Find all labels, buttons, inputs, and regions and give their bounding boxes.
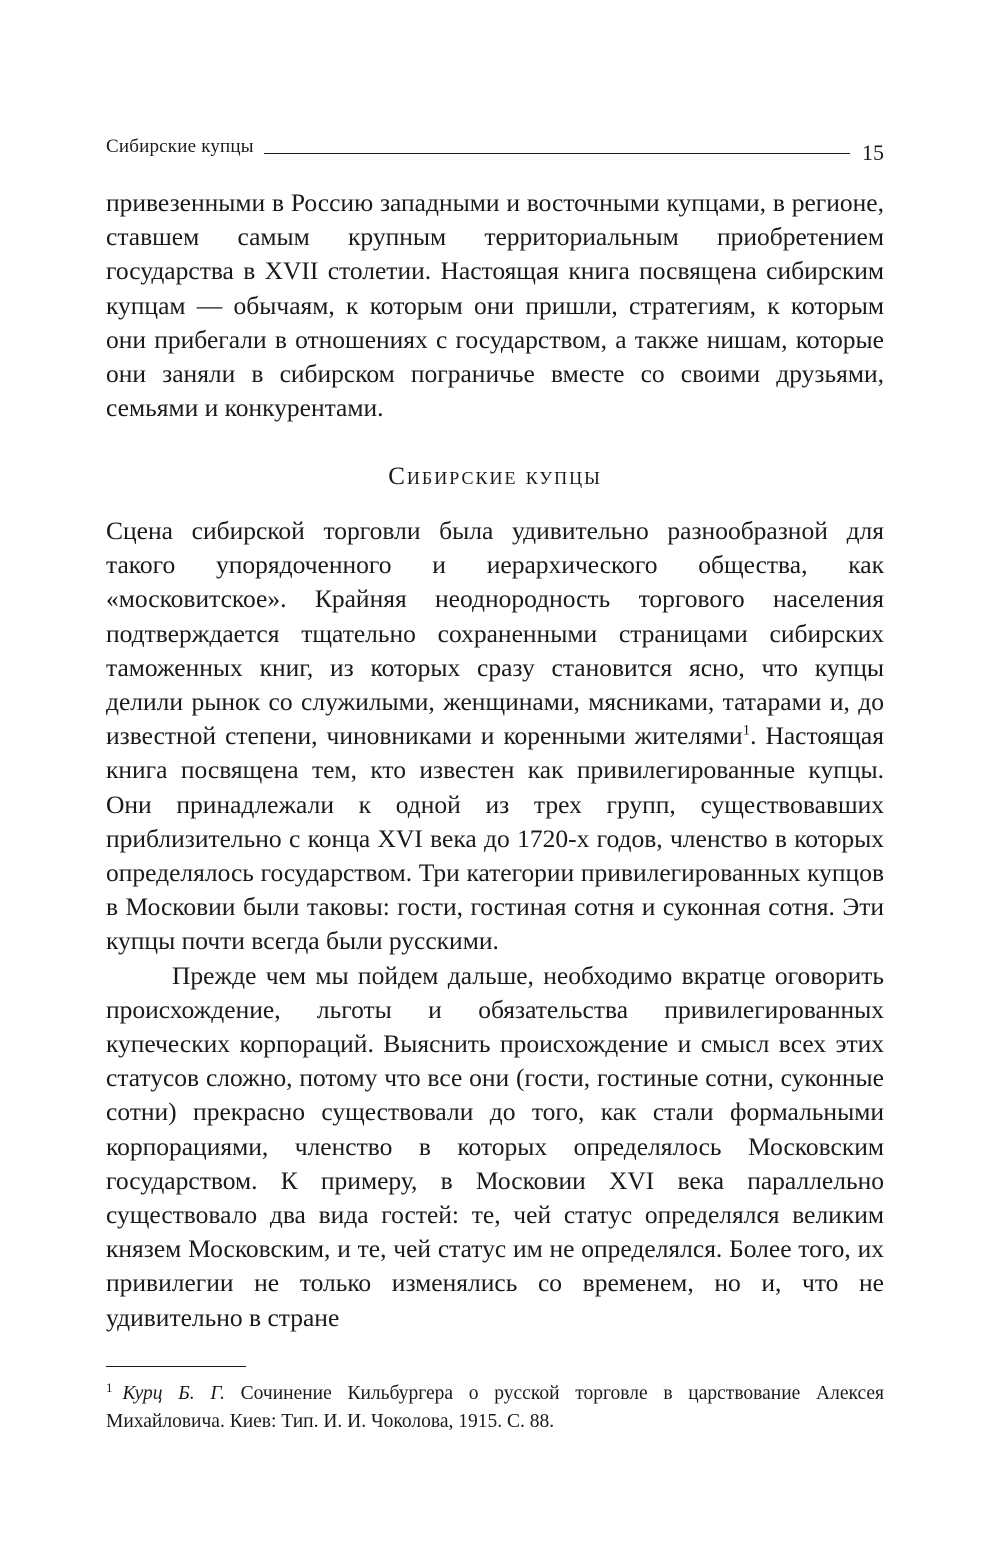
footnote-reference[interactable]: 1: [742, 722, 751, 739]
book-page: [106, 0, 884, 1542]
footnote-author: Курц Б. Г.: [122, 1383, 225, 1404]
footnote: [106, 1380, 884, 1436]
section-heading: Сибирские купцы: [388, 463, 602, 490]
footnote-rule: [106, 1366, 246, 1367]
section-paragraph-1: [106, 514, 884, 959]
footnote-text: Сочинение Кильбургера о русской торговле в царствование Алексея Михайловича. Киев: Тип. И. И. Чоколова, 1915. С. 88.: [106, 1383, 884, 1432]
running-header: [106, 118, 884, 165]
continued-paragraph-block: [106, 186, 884, 425]
section-body: [106, 514, 884, 1335]
header-rule: [264, 153, 850, 154]
footnote-number: 1: [106, 1379, 113, 1395]
page-number: 15: [862, 140, 884, 165]
paragraph-1-text-after-note: . Настоящая книга посвящена тем, кто известен как привилегированные купцы. Они принадлежали к одной из трех групп, существовавших приблизительно с конца XVI века до 1720-х годов, членство в которых определялось государством. Три категории привилегированных купцов в Московии были таковы: гости, гостиная сотня и суконная сотня. Эти купцы почти всегда были русскими.: [106, 721, 884, 956]
paragraph-1-text-before-note: Сцена сибирской торговли была удивительно разнообразной для такого упорядоченного и иерархического общества, как «московитское». Крайняя неоднородность торгового населения подтверждается тщательно сохраненными страницами сибирских таможенных книг, из которых сразу становится ясно, что купцы делили рынок со служилыми, женщинами, мясниками, татарами и, до известной степени, чиновниками и коренными жителями: [106, 516, 884, 751]
running-title: Сибирские купцы: [106, 136, 254, 157]
continued-paragraph: привезенными в Россию западными и восточными купцами, в регионе, ставшем самым крупным территориальным приобретением государства в XVII столетии. Настоящая книга посвящена сибирским купцам — обычаям, к которым они пришли, стратегиям, к которым они прибегали в отношениях с государством, а также нишам, которые они заняли в сибирском пограничье вместе со своими друзьями, семьями и конкурентами.: [106, 188, 884, 423]
section-paragraph-2: Прежде чем мы пойдем дальше, необходимо вкратце оговорить происхождение, льготы и обязательства привилегированных купеческих корпораций. Выяснить происхождение и смысл всех этих статусов сложно, потому что все они (гости, гостиные сотни, суконные сотни) прекрасно существовали до того, как стали формальными корпорациями, членство в которых определялось Московским государством. К примеру, в Московии XVI века параллельно существовало два вида гостей: те, чей статус определялся великим князем Московским, и те, чей статус им не определялся. Более того, их привилегии не только изменялись со временем, но и, что не удивительно в стране: [106, 960, 884, 1332]
